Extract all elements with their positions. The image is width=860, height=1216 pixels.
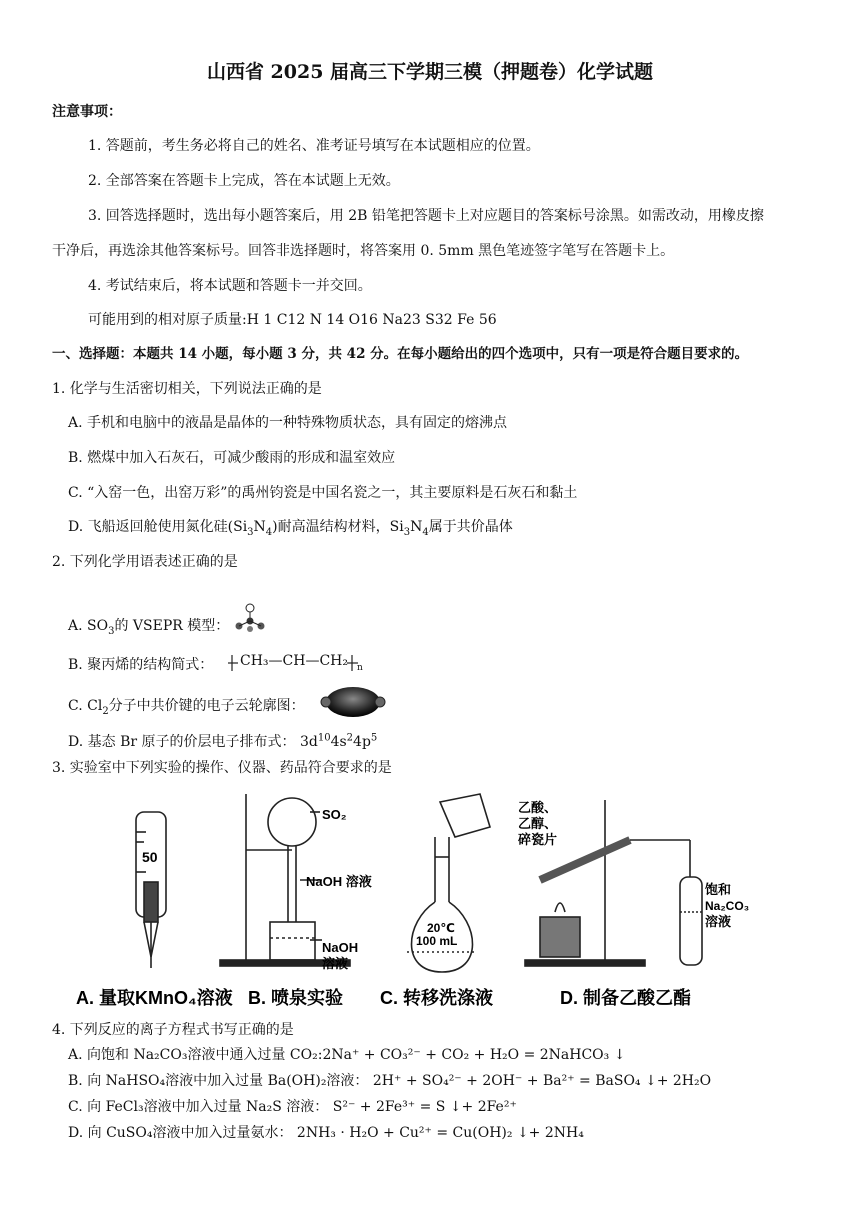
q1-option-a: A. 手机和电脑中的液晶是晶体的一种特殊物质状态，具有固定的熔沸点 xyxy=(68,415,508,431)
fountain-naoh-label-2: NaOH xyxy=(322,940,359,955)
caption-b: B. 喷泉实验 xyxy=(248,988,344,1008)
ester-reagent-label-3: 碎瓷片 xyxy=(518,832,558,847)
q4-option-a: A. 向饱和 Na₂CO₃溶液中通入过量 CO₂:2Na⁺ + CO₃²⁻ + CO₂ + H₂O = 2NaHCO₃ ↓ xyxy=(68,1047,626,1063)
fountain-naoh-label-3: 溶液 xyxy=(322,956,349,971)
caption-c: C. 转移洗涤液 xyxy=(380,988,494,1008)
q3-stem: 3. 实验室中下列实验的操作、仪器、药品符合要求的是 xyxy=(52,760,392,776)
flask-vol-label: 100 mL xyxy=(416,934,458,948)
ester-sat-label-3: 溶液 xyxy=(705,914,732,929)
notice-item-3-cont: 干净后，再选涂其他答案标号。回答非选择题时，将答案用 0. 5mm 黑色笔迹签字笔写在答题卡上。 xyxy=(52,243,675,259)
q4-option-c: C. 向 FeCl₃溶液中加入过量 Na₂S 溶液： S²⁻ + 2Fe³⁺ = S ↓+ 2Fe²⁺ xyxy=(68,1099,517,1115)
q2-option-a: A. $SO_3$的 VSEPR 模型： xyxy=(68,618,230,637)
polypropylene-chain: CH₃—CH—CH₂ xyxy=(240,653,348,669)
ester-reagent-label-1: 乙酸、 xyxy=(518,800,558,815)
atomic-mass-line: 可能用到的相对原子质量:H 1 C12 N 14 O16 Na23 S32 Fe 56 xyxy=(88,312,497,328)
q4-option-b: B. 向 NaHSO₄溶液中加入过量 Ba(OH)₂溶液： 2H⁺ + SO₄²⁻ + 2OH⁻ + Ba²⁺ = BaSO₄ ↓+ 2H₂O xyxy=(68,1073,712,1089)
notice-item-3: 3. 回答选择题时，选出每小题答案后，用 2B 铅笔把答题卡上对应题目的答案标号涂黑。如需改动，用橡皮擦 xyxy=(88,208,764,224)
pipette-50-label: 50 xyxy=(142,849,158,865)
notice-heading: 注意事项： xyxy=(52,104,122,120)
ester-sat-label-1: 饱和 xyxy=(705,882,732,897)
q1-option-c: C. “入窑一色，出窑万彩”的禹州钧瓷是中国名瓷之一，其主要原料是石灰石和黏土 xyxy=(68,485,578,501)
ester-reagent-label-2: 乙醇、 xyxy=(518,816,558,831)
polypropylene-formula xyxy=(228,651,368,677)
q3-apparatus-figure xyxy=(60,782,800,1018)
notice-item-1: 1. 答题前，考生务必将自己的姓名、准考证号填写在本试题相应的位置。 xyxy=(88,138,540,154)
caption-d: D. 制备乙酸乙酯 xyxy=(560,988,692,1008)
section-heading: 一、选择题：本题共 14 小题，每小题 3 分，共 42 分。在每小题给出的四个选项中，只有一项是符合题目要求的。 xyxy=(52,346,749,362)
q4-stem: 4. 下列反应的离子方程式书写正确的是 xyxy=(52,1022,294,1038)
notice-item-4: 4. 考试结束后，将本试题和答题卡一并交回。 xyxy=(88,278,372,294)
ester-sat-label-2: Na₂CO₃ xyxy=(705,899,750,913)
figure-a-pipette xyxy=(136,812,166,968)
q1-option-d: D. 飞船返回舱使用氮化硅$(Si_3N_4)$耐高温结构材料，$Si_3N_4$属于共价晶体 xyxy=(68,519,513,538)
notice-item-2: 2. 全部答案在答题卡上完成，答在本试题上无效。 xyxy=(88,173,400,189)
q2-option-b: B. 聚丙烯的结构简式： xyxy=(68,657,214,673)
page-title: 山西省 2025 届高三下学期三模（押题卷）化学试题 xyxy=(206,61,654,83)
q2-option-c: C. $Cl_2$分子中共价键的电子云轮廓图： xyxy=(68,698,305,717)
flask-temp-label: 20℃ xyxy=(427,921,455,935)
so3-vsepr-model-icon xyxy=(230,600,270,634)
q1-stem: 1. 化学与生活密切相关，下列说法正确的是 xyxy=(52,381,322,397)
caption-a: A. 量取KMnO₄溶液 xyxy=(76,988,233,1008)
q2-option-d: D. 基态 Br 原子的价层电子排布式： $3d^{10}4s^24p^5$ xyxy=(68,732,378,750)
cl2-electron-cloud-icon xyxy=(318,682,388,722)
q2-stem: 2. 下列化学用语表述正确的是 xyxy=(52,554,238,570)
polymer-degree-n: n xyxy=(357,663,363,673)
q4-option-d: D. 向 CuSO₄溶液中加入过量氨水： 2NH₃ · H₂O + Cu²⁺ = Cu(OH)₂ ↓+ 2NH₄ xyxy=(68,1125,584,1141)
fountain-so2-label: SO₂ xyxy=(322,807,347,822)
fountain-naoh-label-1: NaOH 溶液 xyxy=(306,874,372,889)
q1-option-b: B. 燃煤中加入石灰石，可减少酸雨的形成和温室效应 xyxy=(68,450,396,466)
